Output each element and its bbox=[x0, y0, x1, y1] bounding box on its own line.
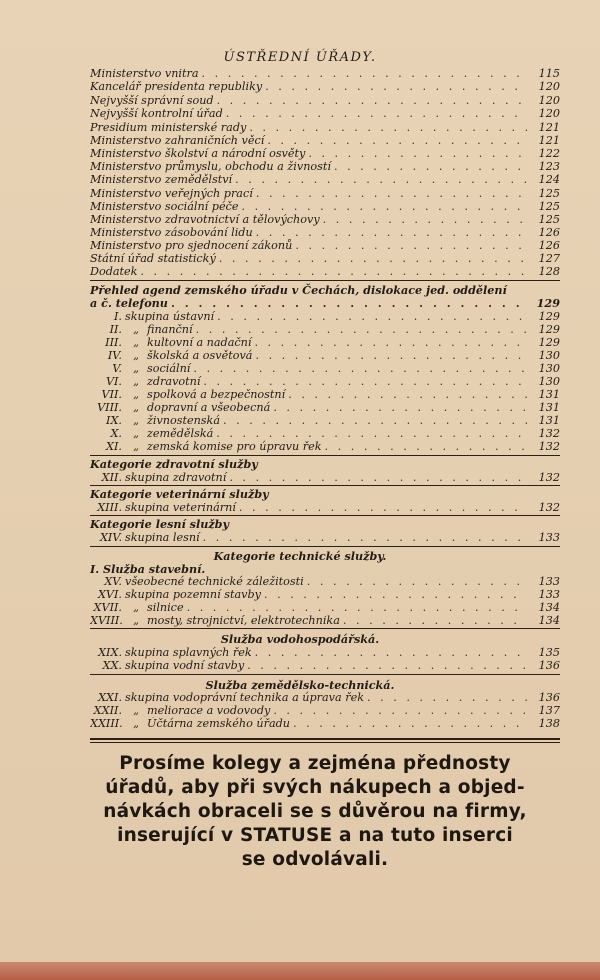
divider bbox=[90, 485, 560, 486]
ad-line: úřadů, aby při svých nákupech a objed- bbox=[105, 777, 525, 798]
page-number: 135 bbox=[538, 646, 560, 659]
toc-entry[interactable]: Nejvyšší kontrolní úřad . . . 120 bbox=[90, 107, 560, 120]
toc-entry[interactable]: III. „ kultovní a nadační . . . 129 bbox=[90, 336, 560, 349]
toc-entry[interactable]: XVI. skupina pozemní stavby . . . 133 bbox=[90, 588, 560, 601]
page-number: 125 bbox=[538, 200, 560, 213]
toc-entry[interactable]: XVIII. „ mosty, strojnictví, elektrotechnika . . . 134 bbox=[90, 614, 560, 627]
page-number: 132 bbox=[538, 427, 560, 440]
page-number: 128 bbox=[538, 265, 560, 278]
divider bbox=[90, 515, 560, 516]
toc-entry[interactable]: VIII. „ dopravní a všeobecná . . . 131 bbox=[90, 401, 560, 414]
page-number: 126 bbox=[538, 226, 560, 239]
toc-entry[interactable]: I. skupina ústavní . . . 129 bbox=[90, 310, 560, 323]
toc-entry[interactable]: Státní úřad statistický . . . 127 bbox=[90, 252, 560, 265]
page-number: 131 bbox=[538, 388, 560, 401]
advertisement-notice bbox=[70, 752, 560, 872]
overview-heading: Přehled agend zemského úřadu v Čechách, dislokace jed. oddělení bbox=[90, 283, 507, 297]
toc-entry[interactable]: Ministerstvo zemědělství . . . 124 bbox=[90, 173, 560, 186]
page-number: 131 bbox=[538, 401, 560, 414]
page-edge bbox=[0, 962, 600, 980]
page-number: 136 bbox=[538, 691, 560, 704]
toc-entry[interactable]: X. „ zemědělská . . . 132 bbox=[90, 427, 560, 440]
toc-entry[interactable]: Ministerstvo zásobování lidu . . . 126 bbox=[90, 226, 560, 239]
page-number: 132 bbox=[538, 440, 560, 453]
page-number: 130 bbox=[538, 349, 560, 362]
toc-entry[interactable]: Ministerstvo sociální péče . . . 125 bbox=[90, 200, 560, 213]
water-heading: Služba vodohospodářská. bbox=[220, 632, 380, 646]
page-number: 129 bbox=[538, 310, 560, 323]
page-number: 133 bbox=[538, 588, 560, 601]
page-number: 126 bbox=[538, 239, 560, 252]
category-heading: Kategorie lesní služby bbox=[90, 517, 230, 531]
page-number: 125 bbox=[538, 213, 560, 226]
toc-entry[interactable]: Nejvyšší správní soud . . . 120 bbox=[90, 94, 560, 107]
toc-entry[interactable]: Ministerstvo průmyslu, obchodu a živností . . . 123 bbox=[90, 160, 560, 173]
ad-line: inserující v STATUSE a na tuto inserci bbox=[117, 825, 513, 846]
page-number: 124 bbox=[538, 173, 560, 186]
divider bbox=[90, 628, 560, 629]
toc-entry[interactable]: XI. „ zemská komise pro úpravu řek . . . 132 bbox=[90, 440, 560, 453]
page-number: 127 bbox=[538, 252, 560, 265]
ad-line: návkách obraceli se s důvěrou na firmy, bbox=[103, 801, 527, 822]
page-number: 133 bbox=[538, 531, 560, 544]
toc-entry[interactable]: XII. skupina zdravotní . . . 132 bbox=[90, 471, 560, 484]
divider bbox=[90, 280, 560, 281]
page-title: ÚSTŘEDNÍ ÚŘADY. bbox=[223, 50, 377, 65]
toc-entry[interactable]: XIV. skupina lesní . . . 133 bbox=[90, 531, 560, 544]
page-number: 136 bbox=[538, 659, 560, 672]
toc-entry[interactable]: VI. „ zdravotní . . . 130 bbox=[90, 375, 560, 388]
ad-line: se odvolávali. bbox=[241, 849, 389, 870]
toc-entry[interactable]: V. „ sociální . . . 130 bbox=[90, 362, 560, 375]
technical-subheading: I. Služba stavební. bbox=[90, 562, 206, 576]
category-heading: Kategorie zdravotní služby bbox=[90, 457, 258, 471]
page-number: 129 bbox=[538, 336, 560, 349]
page-number: 132 bbox=[538, 471, 560, 484]
page-number: 121 bbox=[538, 121, 560, 134]
divider-thick bbox=[90, 738, 560, 740]
toc-entry[interactable]: XXII. „ meliorace a vodovody . . . 137 bbox=[90, 704, 560, 717]
toc-entry[interactable]: Presidium ministerské rady . . . 121 bbox=[90, 121, 560, 134]
toc-entry[interactable]: II. „ finanční . . . 129 bbox=[90, 323, 560, 336]
page-number: 120 bbox=[538, 107, 560, 120]
toc-entry[interactable]: Kancelář presidenta republiky . . . 120 bbox=[90, 80, 560, 93]
toc-entry[interactable]: VII. „ spolková a bezpečnostní . . . 131 bbox=[90, 388, 560, 401]
toc-entry[interactable]: XV. všeobecné technické záležitosti . . . 133 bbox=[90, 575, 560, 588]
agri-heading: Služba zemědělsko-technická. bbox=[205, 678, 395, 692]
toc-entry[interactable]: Ministerstvo pro sjednocení zákonů . . . 126 bbox=[90, 239, 560, 252]
page-number: 130 bbox=[538, 375, 560, 388]
page-number: 137 bbox=[538, 704, 560, 717]
toc-entry[interactable]: Ministerstvo veřejných prací . . . 125 bbox=[90, 187, 560, 200]
toc-entry[interactable]: IX. „ živnostenská . . . 131 bbox=[90, 414, 560, 427]
divider bbox=[90, 455, 560, 456]
page-number: 122 bbox=[538, 147, 560, 160]
page-number: 133 bbox=[538, 575, 560, 588]
page-number: 131 bbox=[538, 414, 560, 427]
page-number: 129 bbox=[538, 323, 560, 336]
toc-entry[interactable]: Ministerstvo vnitra . . . 115 bbox=[90, 67, 560, 80]
toc-entry[interactable]: Ministerstvo zahraničních věcí . . . 121 bbox=[90, 134, 560, 147]
page-number: 121 bbox=[538, 134, 560, 147]
category-heading: Kategorie veterinární služby bbox=[90, 487, 269, 501]
toc-entry[interactable]: Ministerstvo školství a národní osvěty . . . 122 bbox=[90, 147, 560, 160]
technical-heading: Kategorie technické služby. bbox=[213, 549, 387, 563]
page-number: 130 bbox=[538, 362, 560, 375]
page-number: 129 bbox=[536, 297, 560, 310]
page-number: 132 bbox=[538, 501, 560, 514]
page-number: 123 bbox=[538, 160, 560, 173]
toc-entry[interactable]: a č. telefonu . . . 129 bbox=[90, 297, 560, 310]
divider bbox=[90, 674, 560, 675]
toc-entry[interactable]: IV. „ školská a osvětová . . . 130 bbox=[90, 349, 560, 362]
toc-entry[interactable]: XVII. „ silnice . . . 134 bbox=[90, 601, 560, 614]
page-number: 115 bbox=[538, 67, 560, 80]
divider bbox=[90, 546, 560, 547]
toc-entry[interactable]: XXIII. „ Účtárna zemského úřadu . . . 138 bbox=[90, 717, 560, 730]
page-number: 120 bbox=[538, 94, 560, 107]
page-number: 138 bbox=[538, 717, 560, 730]
page-number: 134 bbox=[538, 614, 560, 627]
toc-entry[interactable]: Dodatek . . . 128 bbox=[90, 265, 560, 278]
toc-entry[interactable]: XX. skupina vodní stavby . . . 136 bbox=[90, 659, 560, 672]
toc-entry[interactable]: Ministerstvo zdravotnictví a tělovýchovy . . . 125 bbox=[90, 213, 560, 226]
page-number: 134 bbox=[538, 601, 560, 614]
toc-entry[interactable]: XIII. skupina veterinární . . . 132 bbox=[90, 501, 560, 514]
toc-entry[interactable]: XIX. skupina splavných řek . . . 135 bbox=[90, 646, 560, 659]
divider bbox=[90, 742, 560, 743]
page-number: 120 bbox=[538, 80, 560, 93]
page-number: 125 bbox=[538, 187, 560, 200]
ad-line: Prosíme kolegy a zejména přednosty bbox=[119, 753, 511, 774]
toc-entry[interactable]: XXI. skupina vodoprávní technika a úprava řek . . . 136 bbox=[90, 691, 560, 704]
